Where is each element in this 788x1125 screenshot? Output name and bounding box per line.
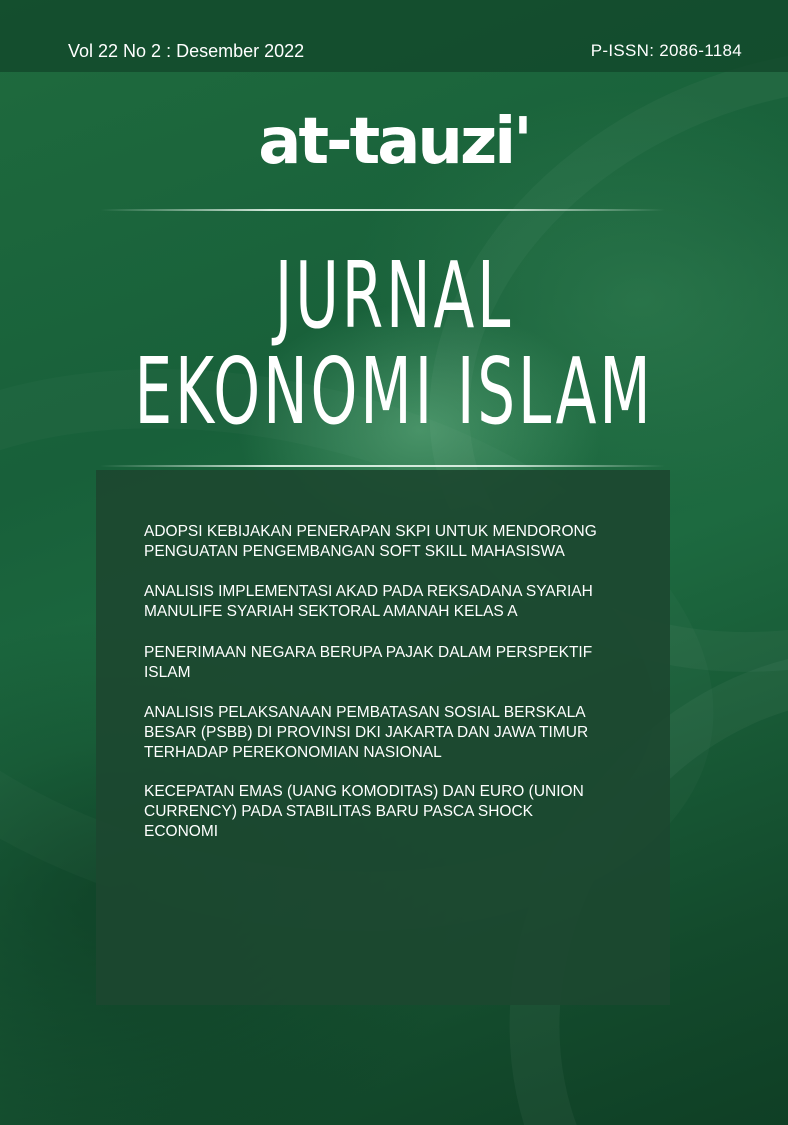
article-title-line: CURRENCY) PADA STABILITAS BARU PASCA SHOCK: [144, 803, 534, 820]
header-bar: [0, 0, 788, 72]
article-title-1: [144, 522, 644, 562]
issn-label: P-ISSN: 2086-1184: [590, 41, 742, 60]
article-title-line: MANULIFE SYARIAH SEKTORAL AMANAH KELAS A: [144, 603, 518, 620]
article-list-panel: [96, 470, 670, 1005]
article-title-line: KECEPATAN EMAS (UANG KOMODITAS) DAN EURO (UNION: [144, 783, 584, 800]
article-title-line: ANALISIS PELAKSANAAN PEMBATASAN SOSIAL BERSKALA: [144, 704, 586, 721]
article-title-line: ISLAM: [144, 664, 191, 681]
journal-logo: at-tauzi': [258, 105, 530, 179]
article-title-5: [144, 782, 644, 842]
article-title-line: ADOPSI KEBIJAKAN PENERAPAN SKPI UNTUK MENDORONG: [144, 523, 597, 540]
article-title-2: [144, 582, 644, 622]
article-title-line: ANALISIS IMPLEMENTASI AKAD PADA REKSADANA SYARIAH: [144, 583, 593, 600]
volume-label: Vol 22 No 2 : Desember 2022: [68, 41, 305, 61]
article-title-line: BESAR (PSBB) DI PROVINSI DKI JAKARTA DAN JAWA TIMUR: [144, 724, 589, 741]
journal-title-line2: EKONOMI ISLAM: [134, 338, 654, 445]
journal-title-line1: JURNAL: [274, 242, 514, 349]
article-title-line: PENGUATAN PENGEMBANGAN SOFT SKILL MAHASISWA: [144, 543, 565, 560]
article-title-4: [144, 703, 644, 763]
article-title-line: TERHADAP PEREKONOMIAN NASIONAL: [144, 744, 442, 761]
divider-bottom: [100, 465, 665, 467]
divider-top: [100, 209, 665, 211]
article-title-line: ECONOMI: [144, 823, 219, 840]
article-title-line: PENERIMAAN NEGARA BERUPA PAJAK DALAM PERSPEKTIF: [144, 644, 593, 661]
article-title-3: [144, 643, 644, 683]
